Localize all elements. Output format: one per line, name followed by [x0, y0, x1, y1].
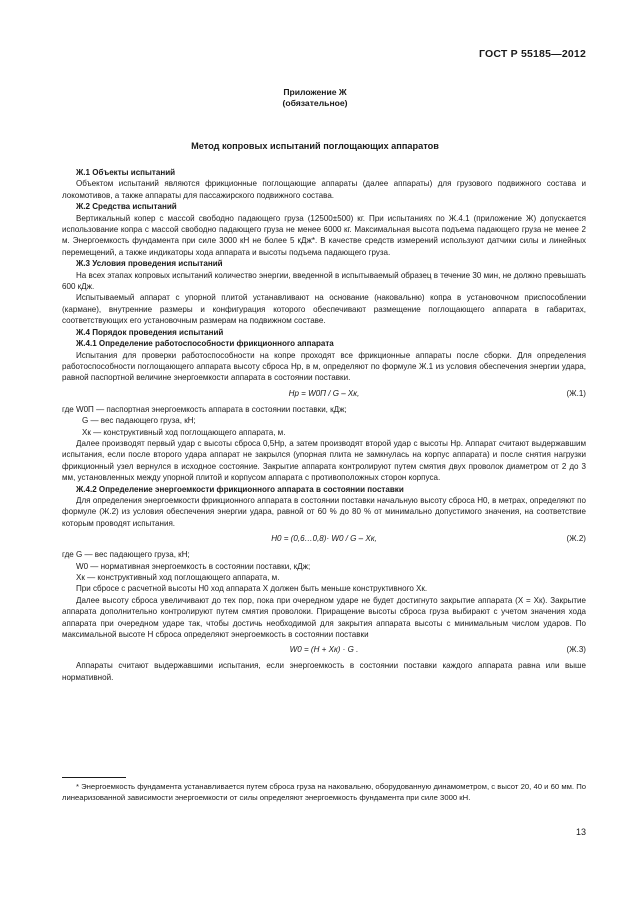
footnote: * Энергоемкость фундамента устанавливается путем сброса груза на наковальню, оборудованную динамометром, с высот 20, 40 и 60 мм. По линеаризованной зависимости энергоемкости от силы определяют энергоемкость фундамента при силе 3000 кН.	[62, 782, 586, 802]
appendix-status: (обязательное)	[282, 98, 348, 108]
footnote-divider	[62, 777, 126, 778]
paragraph: При сбросе с расчетной высоты H0 ход аппарата X должен быть меньше конструктивного Xк.	[76, 584, 428, 594]
section-heading: Ж.1 Объекты испытаний	[76, 168, 176, 177]
formula-text: H0 = (0,6…0,8)· W0 / G – Xк,	[271, 534, 377, 544]
formula-legend: где G — вес падающего груза, кН;	[62, 550, 190, 560]
formula-zh2	[62, 530, 586, 548]
formula-number: (Ж.3)	[566, 645, 586, 655]
paragraph: Далее производят первый удар с высоты сброса 0,5Hр, а затем производят второй удар с высоты Hр. Аппарат считают выдержавшим испытания, если после второго удара аппарат не закрылся (упорная плита не замкнулась на корпус аппарата) и после снятия нагрузки фрикционный узел вернулся в исходное состояние. Закрытие аппарата контролируют путем смятия двух проволок диаметром от 2 до 3 мм, установленных между упорной плитой и корпусом аппарата с противоположных сторон корпуса.	[62, 438, 586, 483]
subsection-heading: Ж.4.2 Определение энергоемкости фрикционного аппарата в состоянии поставки	[76, 484, 404, 494]
paragraph: На всех этапах копровых испытаний количество энергии, введенной в испытываемый образец в течение 30 мин, не должно превышать 600 кДж.	[62, 270, 586, 292]
formula-legend: Xк — конструктивный ход поглощающего аппарата, м.	[82, 427, 286, 437]
section-heading: Ж.3 Условия проведения испытаний	[76, 259, 223, 269]
subsection-heading: Ж.4.1 Определение работоспособности фрикционного аппарата	[76, 339, 334, 349]
paragraph: Испытываемый аппарат с упорной плитой устанавливают на основание (наковальню) копра в установочном приспособлении (кармане), внутренние размеры и конфигурация которого обеспечивают размещение поглощающего аппарата в габаритах, соответствующих его установочным размерам на подвижном составе.	[62, 293, 586, 326]
section-heading: Ж.4 Порядок проведения испытаний	[76, 327, 224, 337]
formula-zh1	[62, 385, 586, 403]
formula-legend: W0 — нормативная энергоемкость в состоянии поставки, кДж;	[76, 561, 311, 571]
formula-text: Hр = W0П / G – Xк,	[288, 388, 360, 398]
formula-legend: где W0П — паспортная энергоемкость аппарата в состоянии поставки, кДж;	[62, 404, 347, 414]
formula-number: (Ж.2)	[566, 534, 586, 544]
appendix-title: Метод копровых испытаний поглощающих аппаратов	[191, 141, 439, 151]
formula-text: W0 = (H + Xк) · G .	[289, 645, 359, 655]
paragraph: Вертикальный копер с массой свободно падающего груза (12500±500) кг. При испытаниях по Ж.4.1 (приложение Ж) допускается использование копра с массой свободно падающего груза не менее 6000 кг. Максимальная высота подъема падающего груза не менее 2 м. Энергоемкость фундамента при силе 3000 кН не более 5 кДж*. В качестве средств измерений используют датчики силы и линейных перемещений, а также индикаторы хода аппарата и высоты подъема падающего груза.	[62, 213, 586, 257]
page-number: 13	[575, 827, 586, 837]
standard-header: ГОСТ Р 55185—2012	[478, 48, 586, 60]
paragraph: Испытания для проверки работоспособности на копре проходят все фрикционные аппараты после сборки. Для определения работоспособности поглощающего аппарата высоту сброса Hр, в м, определяют по формуле Ж.1 из условия обеспечения энергии удара, равной паспортной величине энергоемкости аппарата в состоянии поставки.	[62, 350, 586, 383]
paragraph: Аппараты считают выдержавшими испытания, если энергоемкость в состоянии поставки каждого аппарата равна или выше нормативной.	[62, 661, 586, 682]
appendix-label: Приложение Ж	[283, 87, 347, 97]
paragraph: Далее высоту сброса увеличивают до тех пор, пока при очередном ударе не будет достигнуто закрытие аппарата (X = Xк). Закрытие аппарата дополнительно контролируют путем смятия проволоки. Приращение высоты сброса груза выбирают с учетом значения хода аппарата при очередном ударе так, чтобы достичь необходимой для закрытия аппарата высоты с минимальным числом ударов. По максимальной высоте H сброса определяют энергоемкость в состоянии поставки	[62, 595, 586, 640]
formula-number: (Ж.1)	[566, 388, 586, 398]
paragraph: Для определения энергоемкости фрикционного аппарата в состоянии поставки начальную высоту сброса H0, в метрах, определяют по формуле (Ж.2) из условия обеспечения энергии удара, равной от 60 % до 80 % от минимально допустимого значения, на соответствие которым проводят испытания.	[62, 495, 586, 528]
section-heading: Ж.2 Средства испытаний	[76, 202, 177, 212]
formula-legend: Xк — конструктивный ход поглощающего аппарата, м.	[76, 573, 280, 582]
formula-legend: G — вес падающего груза, кН;	[82, 416, 196, 426]
paragraph: Объектом испытаний являются фрикционные поглощающие аппараты (далее аппараты) для грузового подвижного состава и локомотивов, а также аппараты для пассажирского подвижного состава.	[62, 179, 586, 200]
formula-zh3	[62, 641, 586, 659]
document-body	[62, 167, 586, 683]
